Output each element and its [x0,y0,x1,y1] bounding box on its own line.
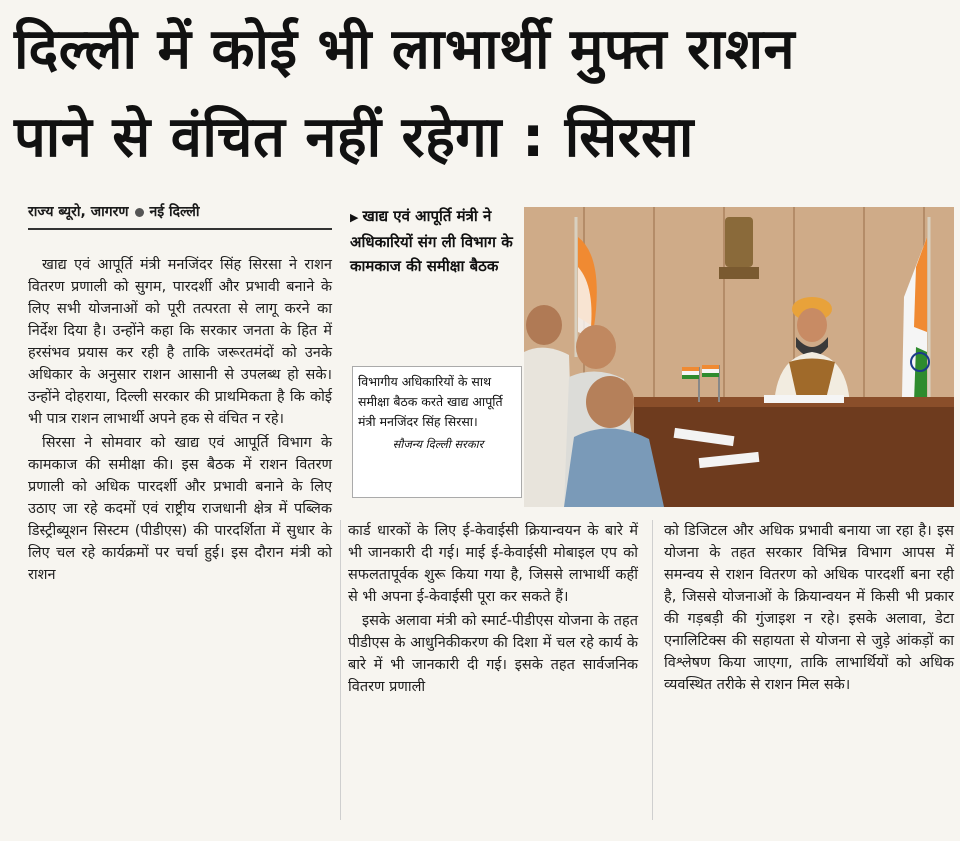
triangle-bullet-icon: ▶ [350,211,359,224]
kicker [350,204,520,278]
column-divider [652,520,653,820]
kicker-text: खाद्य एवं आपूर्ति मंत्री ने अधिकारियों संग ली विभाग के कामकाज की समीक्षा बैठक [350,207,513,275]
photo-credit: सौजन्य दिल्ली सरकार [392,437,484,451]
article-column-3 [664,520,954,696]
photo-caption [358,372,518,454]
byline-place: नई दिल्ली [149,204,200,220]
article-paragraph: को डिजिटल और अधिक प्रभावी बनाया जा रहा है। इस योजना के तहत सरकार विभिन्न विभाग आपस में समन्वय से राशन वितरण को अधिक पारदर्शी बना रही है, जिससे योजनाओं के क्रियान्वयन में किसी भी प्रकार की गड़बड़ी की गुंजाइश न रहे। इसके अलावा, डेटा एनालिटिक्स की सहायता से योजना से जुड़े आंकड़ों का विश्लेषण किया जाएगा, ताकि लाभार्थियों को अधिक व्यवस्थित तरीके से राशन मिल सके। [664,523,954,693]
article-paragraph: खाद्य एवं आपूर्ति मंत्री मनजिंदर सिंह सिरसा ने राशन वितरण प्रणाली को सुगम, पारदर्शी और प्रभावी बनाने के लिए सभी योजनाओं को पूरी तत्परता से लागू करने का निर्देश दिया है। उन्होंने कहा कि सरकार जनता के हित में हरसंभव प्रयास कर रही है ताकि जरूरतमंदों को उनके अधिकार के अनुसार राशन आसानी से उपलब्ध हो सके। उन्होंने दोहराया, दिल्ली सरकार की प्राथमिकता है कि कोई भी पात्र राशन लाभार्थी अपने हक से वंचित न रहे। [28,257,332,427]
caption-text: विभागीय अधिकारियों के साथ समीक्षा बैठक करते खाद्य आपूर्ति मंत्री मनजिंदर सिंह सिरसा। [358,374,503,429]
meeting-photo [524,207,954,507]
byline [28,202,328,221]
article-paragraph: कार्ड धारकों के लिए ई-केवाईसी क्रियान्वयन के बारे में भी जानकारी दी गई। माई ई-केवाईसी मोबाइल एप को सफलतापूर्वक शुरू किया गया है, जिससे लाभार्थी कहीं से भी अपना ई-केवाईसी पूरा कर सकते हैं। [348,523,638,605]
article-paragraph: इसके अलावा मंत्री को स्मार्ट-पीडीएस योजना के तहत पीडीएस के आधुनिकीकरण की दिशा में चल रहे कार्य के बारे में भी जानकारी दी गई। इसके तहत सार्वजनिक वितरण प्रणाली [348,613,638,695]
meeting-photo-illustration [524,207,954,507]
headline [14,6,948,182]
article-column-1 [28,254,332,586]
column-divider [340,520,341,820]
byline-rule [28,228,332,230]
article-column-2 [348,520,638,698]
byline-bureau: राज्य ब्यूरो, जागरण [28,204,129,220]
headline-line-1: दिल्ली में कोई भी लाभार्थी मुफ्त राशन [14,17,796,82]
headline-line-2: पाने से वंचित नहीं रहेगा : सिरसा [14,105,694,170]
national-emblem-icon [719,217,759,279]
article-paragraph: सिरसा ने सोमवार को खाद्य एवं आपूर्ति विभाग के कामकाज की समीक्षा की। इस बैठक में राशन वितरण प्रणाली को अधिक पारदर्शी और प्रभावी बनाने के लिए उठाए जा रहे कदमों एवं राष्ट्रीय राजधानी क्षेत्र में पब्लिक डिस्ट्रीब्यूशन सिस्टम (पीडीएस) की पारदर्शिता में सुधार के लिए चल रहे कार्यक्रमों पर चर्चा हुई। इस दौरान मंत्री को राशन [28,435,332,583]
bullet-dot-icon [135,208,144,217]
